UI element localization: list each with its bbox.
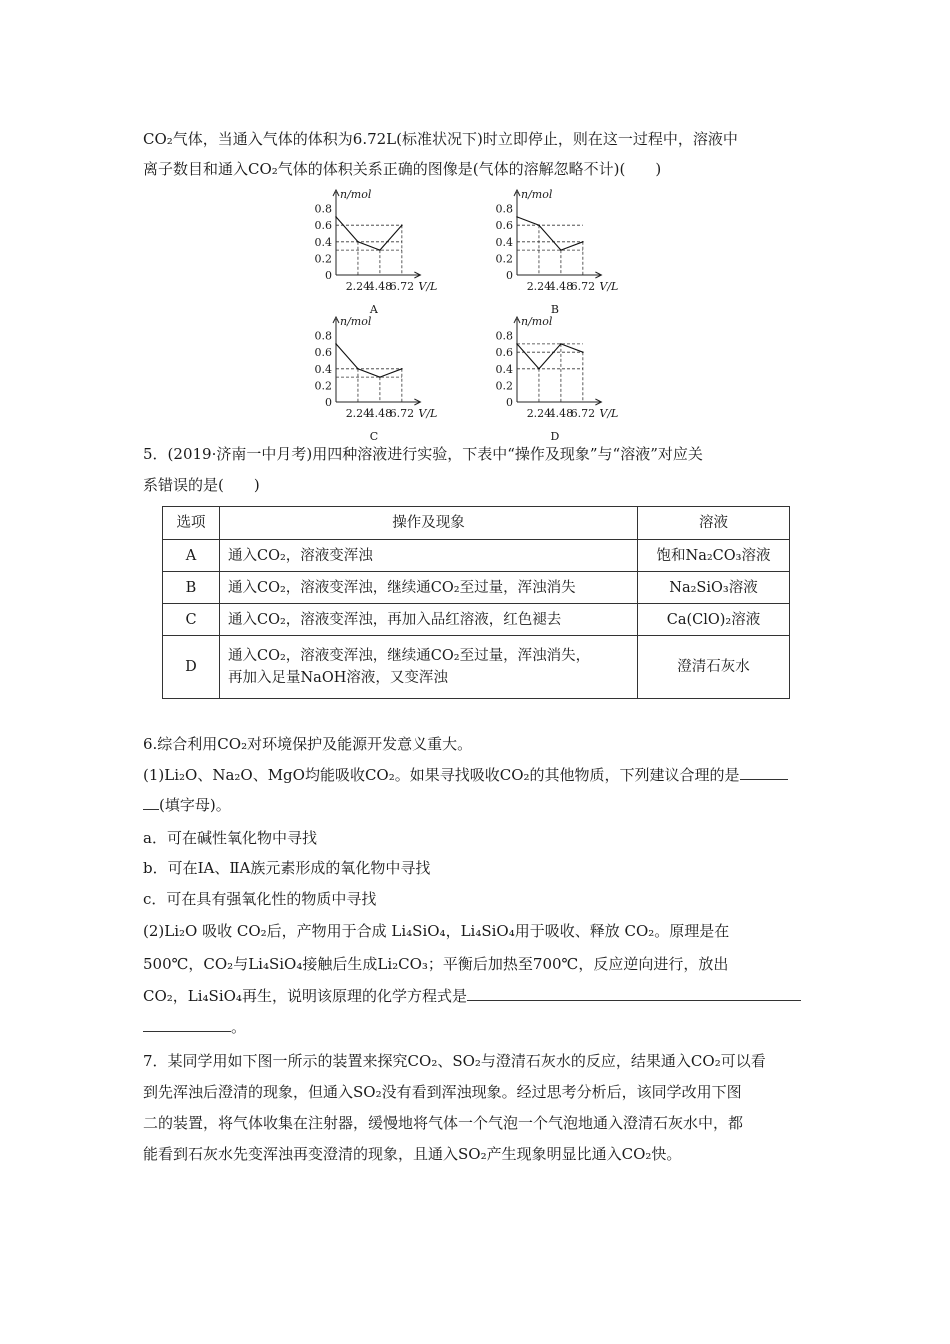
q6-p2-line-2: 500℃，CO₂与Li₄SiO₄接触后生成Li₂CO₃；平衡后加热至700℃，反应逆向进行，放出 <box>143 955 729 973</box>
chart-c <box>312 315 462 443</box>
table-row <box>163 604 790 636</box>
series-line <box>517 344 583 369</box>
x-tick-label: 2.24 <box>526 280 552 293</box>
x-axis-label: V/L <box>418 280 438 293</box>
y-tick-label: 0.6 <box>314 219 332 233</box>
intro-line-1: CO₂气体，当通入气体的体积为6.72L(标准状况下)时立即停止，则在这一过程中，溶液中 <box>143 130 738 148</box>
q6-p1-text-2: (填字母)。 <box>159 796 231 814</box>
x-tick-label: 2.24 <box>345 407 371 420</box>
x-tick-label: 4.48 <box>548 280 574 293</box>
y-tick-label: 0.8 <box>314 329 332 343</box>
data-point <box>357 241 359 243</box>
table-row <box>163 572 790 604</box>
x-tick-label: 6.72 <box>570 407 596 420</box>
y-tick-label: 0 <box>325 269 332 282</box>
q5-line-1: 5．(2019·济南一中月考)用四种溶液进行实验，下表中“操作及现象”与“溶液”对应关 <box>143 445 703 463</box>
data-point <box>335 343 337 345</box>
y-axis-label: n/mol <box>340 315 372 328</box>
q7-line-4: 能看到石灰水先变浑浊再变澄清的现象，且通入SO₂产生现象明显比通入CO₂快。 <box>143 1145 682 1163</box>
q6-p2-line-1: (2)Li₂O 吸收 CO₂后，产物用于合成 Li₄SiO₄，Li₄SiO₄用于吸收、释放 CO₂。原理是在 <box>143 922 730 940</box>
chart-svg <box>312 315 462 443</box>
row-operation: 通入CO₂，溶液变浑浊 <box>220 540 638 572</box>
q7-line-1: 7．某同学用如下图一所示的装置来探究CO₂、SO₂与澄清石灰水的反应，结果通入CO₂可以看 <box>143 1052 766 1070</box>
y-axis-label: n/mol <box>521 315 553 328</box>
y-tick-label: 0.4 <box>495 235 513 249</box>
chart-d <box>493 315 643 443</box>
chart-b <box>493 188 643 316</box>
q6-p1-text: (1)Li₂O、Na₂O、MgO均能吸收CO₂。如果寻找吸收CO₂的其他物质，下列建议合理的是 <box>143 766 740 784</box>
chart-caption: A <box>369 303 378 316</box>
y-axis-label: n/mol <box>521 188 553 201</box>
chart-caption: C <box>369 430 379 443</box>
data-point <box>357 368 359 370</box>
y-tick-label: 0.6 <box>314 346 332 360</box>
data-point <box>538 368 540 370</box>
intro-line-2: 离子数目和通入CO₂气体的体积关系正确的图像是(气体的溶解忽略不计)( ) <box>143 160 662 178</box>
y-tick-label: 0.2 <box>495 379 513 393</box>
options-table <box>162 506 790 699</box>
x-axis-label: V/L <box>418 407 438 420</box>
data-point <box>582 351 584 353</box>
y-tick-label: 0.2 <box>314 379 332 393</box>
y-tick-label: 0.8 <box>495 202 513 216</box>
q6-title: 6.综合利用CO₂对环境保护及能源开发意义重大。 <box>143 735 473 753</box>
series-line <box>336 344 402 377</box>
x-axis-label: V/L <box>599 407 619 420</box>
q6-option-c: c．可在具有强氧化性的物质中寻找 <box>143 890 377 908</box>
data-point <box>560 343 562 345</box>
chart-a <box>312 188 462 316</box>
y-tick-label: 0 <box>506 396 513 409</box>
y-tick-label: 0.2 <box>314 252 332 266</box>
data-point <box>401 368 403 370</box>
table-header-row <box>163 507 790 540</box>
answer-blank[interactable] <box>143 1017 231 1032</box>
y-tick-label: 0.2 <box>495 252 513 266</box>
row-option: A <box>163 540 220 572</box>
q6-p2-text: CO₂，Li₄SiO₄再生，说明该原理的化学方程式是 <box>143 987 467 1005</box>
y-tick-label: 0.6 <box>495 346 513 360</box>
data-point <box>379 249 381 251</box>
x-tick-label: 2.24 <box>345 280 371 293</box>
data-point <box>335 216 337 218</box>
row-option: D <box>163 636 220 699</box>
row-option: B <box>163 572 220 604</box>
q6-option-b: b．可在ⅠA、ⅡA族元素形成的氧化物中寻找 <box>143 859 431 877</box>
q5-line-2: 系错误的是( ) <box>143 476 260 494</box>
data-point <box>379 376 381 378</box>
q6-p2-line-4 <box>143 1016 246 1038</box>
x-tick-label: 2.24 <box>526 407 552 420</box>
y-tick-label: 0 <box>325 396 332 409</box>
row-solution: 澄清石灰水 <box>638 636 790 699</box>
data-point <box>401 224 403 226</box>
q6-p1-line-2 <box>143 794 231 816</box>
table-row <box>163 540 790 572</box>
chart-svg <box>493 315 643 443</box>
series-line <box>336 217 402 250</box>
data-point <box>582 241 584 243</box>
y-tick-label: 0.6 <box>495 219 513 233</box>
row-solution: Na₂SiO₃溶液 <box>638 572 790 604</box>
x-tick-label: 4.48 <box>367 407 393 420</box>
row-operation-line-2: 再加入足量NaOH溶液，又变浑浊 <box>228 670 448 686</box>
data-point <box>538 224 540 226</box>
row-solution: 饱和Na₂CO₃溶液 <box>638 540 790 572</box>
y-tick-label: 0.4 <box>314 362 332 376</box>
header-operation: 操作及现象 <box>220 507 638 540</box>
row-operation-line-1: 通入CO₂，溶液变浑浊，继续通CO₂至过量，浑浊消失， <box>228 648 591 664</box>
row-option: C <box>163 604 220 636</box>
x-tick-label: 6.72 <box>570 280 596 293</box>
y-axis-label: n/mol <box>340 188 372 201</box>
row-solution: Ca(ClO)₂溶液 <box>638 604 790 636</box>
q6-p2-end: 。 <box>231 1018 247 1036</box>
q6-p1-line-1 <box>143 764 788 786</box>
q7-line-3: 二的装置，将气体收集在注射器，缓慢地将气体一个气泡一个气泡地通入澄清石灰水中，都 <box>143 1114 744 1132</box>
q6-option-a: a．可在碱性氧化物中寻找 <box>143 829 317 847</box>
chart-svg <box>493 188 643 316</box>
y-tick-label: 0 <box>506 269 513 282</box>
q7-line-2: 到先浑浊后澄清的现象，但通入SO₂没有看到浑浊现象。经过思考分析后，该同学改用下图 <box>143 1083 742 1101</box>
x-tick-label: 4.48 <box>548 407 574 420</box>
x-tick-label: 4.48 <box>367 280 393 293</box>
row-operation <box>220 636 638 699</box>
answer-blank[interactable] <box>740 765 788 780</box>
x-tick-label: 6.72 <box>389 280 415 293</box>
q6-p2-line-3 <box>143 985 801 1007</box>
chart-caption: B <box>550 303 559 316</box>
x-tick-label: 6.72 <box>389 407 415 420</box>
header-solution: 溶液 <box>638 507 790 540</box>
y-tick-label: 0.8 <box>314 202 332 216</box>
x-axis-label: V/L <box>599 280 619 293</box>
chart-caption: D <box>550 430 560 443</box>
table-row <box>163 636 790 699</box>
answer-blank[interactable] <box>467 986 801 1001</box>
chart-svg <box>312 188 462 316</box>
data-point <box>560 249 562 251</box>
data-point <box>516 216 518 218</box>
y-tick-label: 0.8 <box>495 329 513 343</box>
series-line <box>517 217 583 250</box>
y-tick-label: 0.4 <box>314 235 332 249</box>
row-operation: 通入CO₂，溶液变浑浊，再加入品红溶液，红色褪去 <box>220 604 638 636</box>
answer-blank[interactable] <box>143 795 159 810</box>
header-option: 选项 <box>163 507 220 540</box>
y-tick-label: 0.4 <box>495 362 513 376</box>
row-operation: 通入CO₂，溶液变浑浊，继续通CO₂至过量，浑浊消失 <box>220 572 638 604</box>
data-point <box>516 343 518 345</box>
